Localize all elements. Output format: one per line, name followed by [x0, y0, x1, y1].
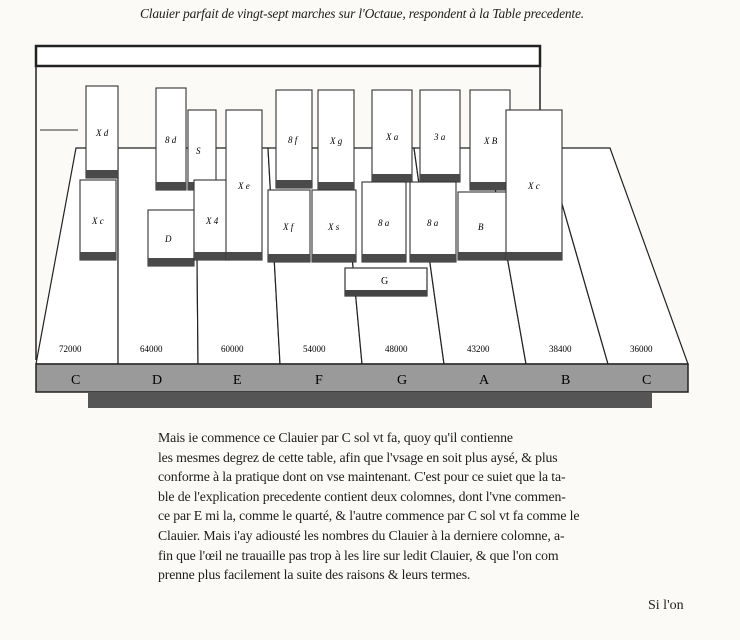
key-letter: D [152, 373, 163, 388]
upper-key-label: X f [283, 222, 294, 232]
upper-key-shade [194, 252, 230, 260]
upper-key-label: D [165, 234, 172, 244]
key-letter: F [315, 373, 323, 388]
catchword: Si l'on [648, 598, 684, 613]
upper-key-label: X g [330, 136, 343, 146]
upper-key-shade [226, 252, 262, 260]
base-shadow [88, 392, 652, 408]
key-number: 72000 [59, 344, 82, 354]
upper-key-shade [362, 254, 406, 262]
upper-key-shade [372, 174, 412, 182]
upper-key-label: X d [96, 128, 109, 138]
upper-key-shade [312, 254, 356, 262]
key-number: 64000 [140, 344, 163, 354]
upper-key-label: X a [386, 132, 399, 142]
upper-key-label: X c [92, 216, 104, 226]
upper-key-label: X s [328, 222, 340, 232]
key-letter: A [479, 373, 490, 388]
key-letter: B [561, 373, 571, 388]
paragraph-line: prenne plus facilement la suite des raisons & leurs termes. [158, 567, 471, 583]
upper-key-label: 8 f [288, 135, 298, 145]
upper-key-label: X B [484, 136, 498, 146]
upper-key-shade [318, 182, 354, 190]
upper-key-label: X c [528, 181, 540, 191]
upper-key-label: 3 a [434, 132, 446, 142]
paragraph-line: ce par E mi la, comme le quarté, & l'autre commence par C sol vt fa comme le [158, 508, 580, 524]
key-number: 43200 [467, 344, 490, 354]
key-number: 48000 [385, 344, 408, 354]
upper-key-shade [410, 254, 456, 262]
figure-caption: Clauier parfait de vingt-sept marches sur l'Octaue, respondent à la Table precedente. [140, 6, 584, 21]
key-letter: G [397, 373, 408, 388]
upper-key-label: X 4 [206, 216, 219, 226]
key-number: 38400 [549, 344, 572, 354]
upper-key-shade [156, 182, 186, 190]
upper-key-shade [268, 254, 310, 262]
key-letter: E [233, 373, 242, 388]
middle-key-label: G [381, 276, 389, 287]
upper-key-label: 8 a [378, 218, 390, 228]
key-front-bar [36, 364, 688, 392]
upper-key-label: S [196, 146, 201, 156]
upper-key [458, 192, 510, 260]
upper-key-shade [470, 182, 510, 190]
keyboard-illustration [0, 30, 740, 420]
upper-key-shade [458, 252, 510, 260]
upper-key-shade [276, 180, 312, 188]
key-number: 54000 [303, 344, 326, 354]
upper-key-label: B [478, 222, 484, 232]
paragraph-line: ble de l'explication precedente contient deux colomnes, dont l'vne commen- [158, 488, 566, 504]
upper-key-shade [148, 258, 194, 266]
body-paragraph [158, 428, 718, 585]
frame-top [36, 46, 540, 66]
key-letter: C [71, 373, 81, 388]
key-letter: C [642, 373, 652, 388]
paragraph-line: Clauier. Mais i'ay adiousté les nombres du Clauier à la derniere colomne, a- [158, 527, 565, 543]
paragraph-line: conforme à la pratique dont on vse maintenant. C'est pour ce suiet que la ta- [158, 469, 566, 485]
paragraph-line: fin que l'œil ne trauaille pas trop à les lire sur ledit Clauier, & que l'on com [158, 547, 559, 563]
key-number: 36000 [630, 344, 653, 354]
paragraph-line: Mais ie commence ce Clauier par C sol vt fa, quoy qu'il contienne [158, 430, 513, 445]
upper-key-label: 8 d [165, 135, 177, 145]
key-number: 60000 [221, 344, 244, 354]
upper-key-shade [86, 170, 118, 178]
upper-key [188, 110, 216, 190]
paragraph-line: les mesmes degrez de cette table, afin que l'vsage en soit plus aysé, & plus [158, 449, 558, 465]
upper-key-shade [506, 252, 562, 260]
middle-key-shade [345, 290, 427, 296]
upper-key-label: X e [238, 181, 250, 191]
upper-key-label: 8 a [427, 218, 439, 228]
upper-key-shade [80, 252, 116, 260]
upper-key-shade [420, 174, 460, 182]
